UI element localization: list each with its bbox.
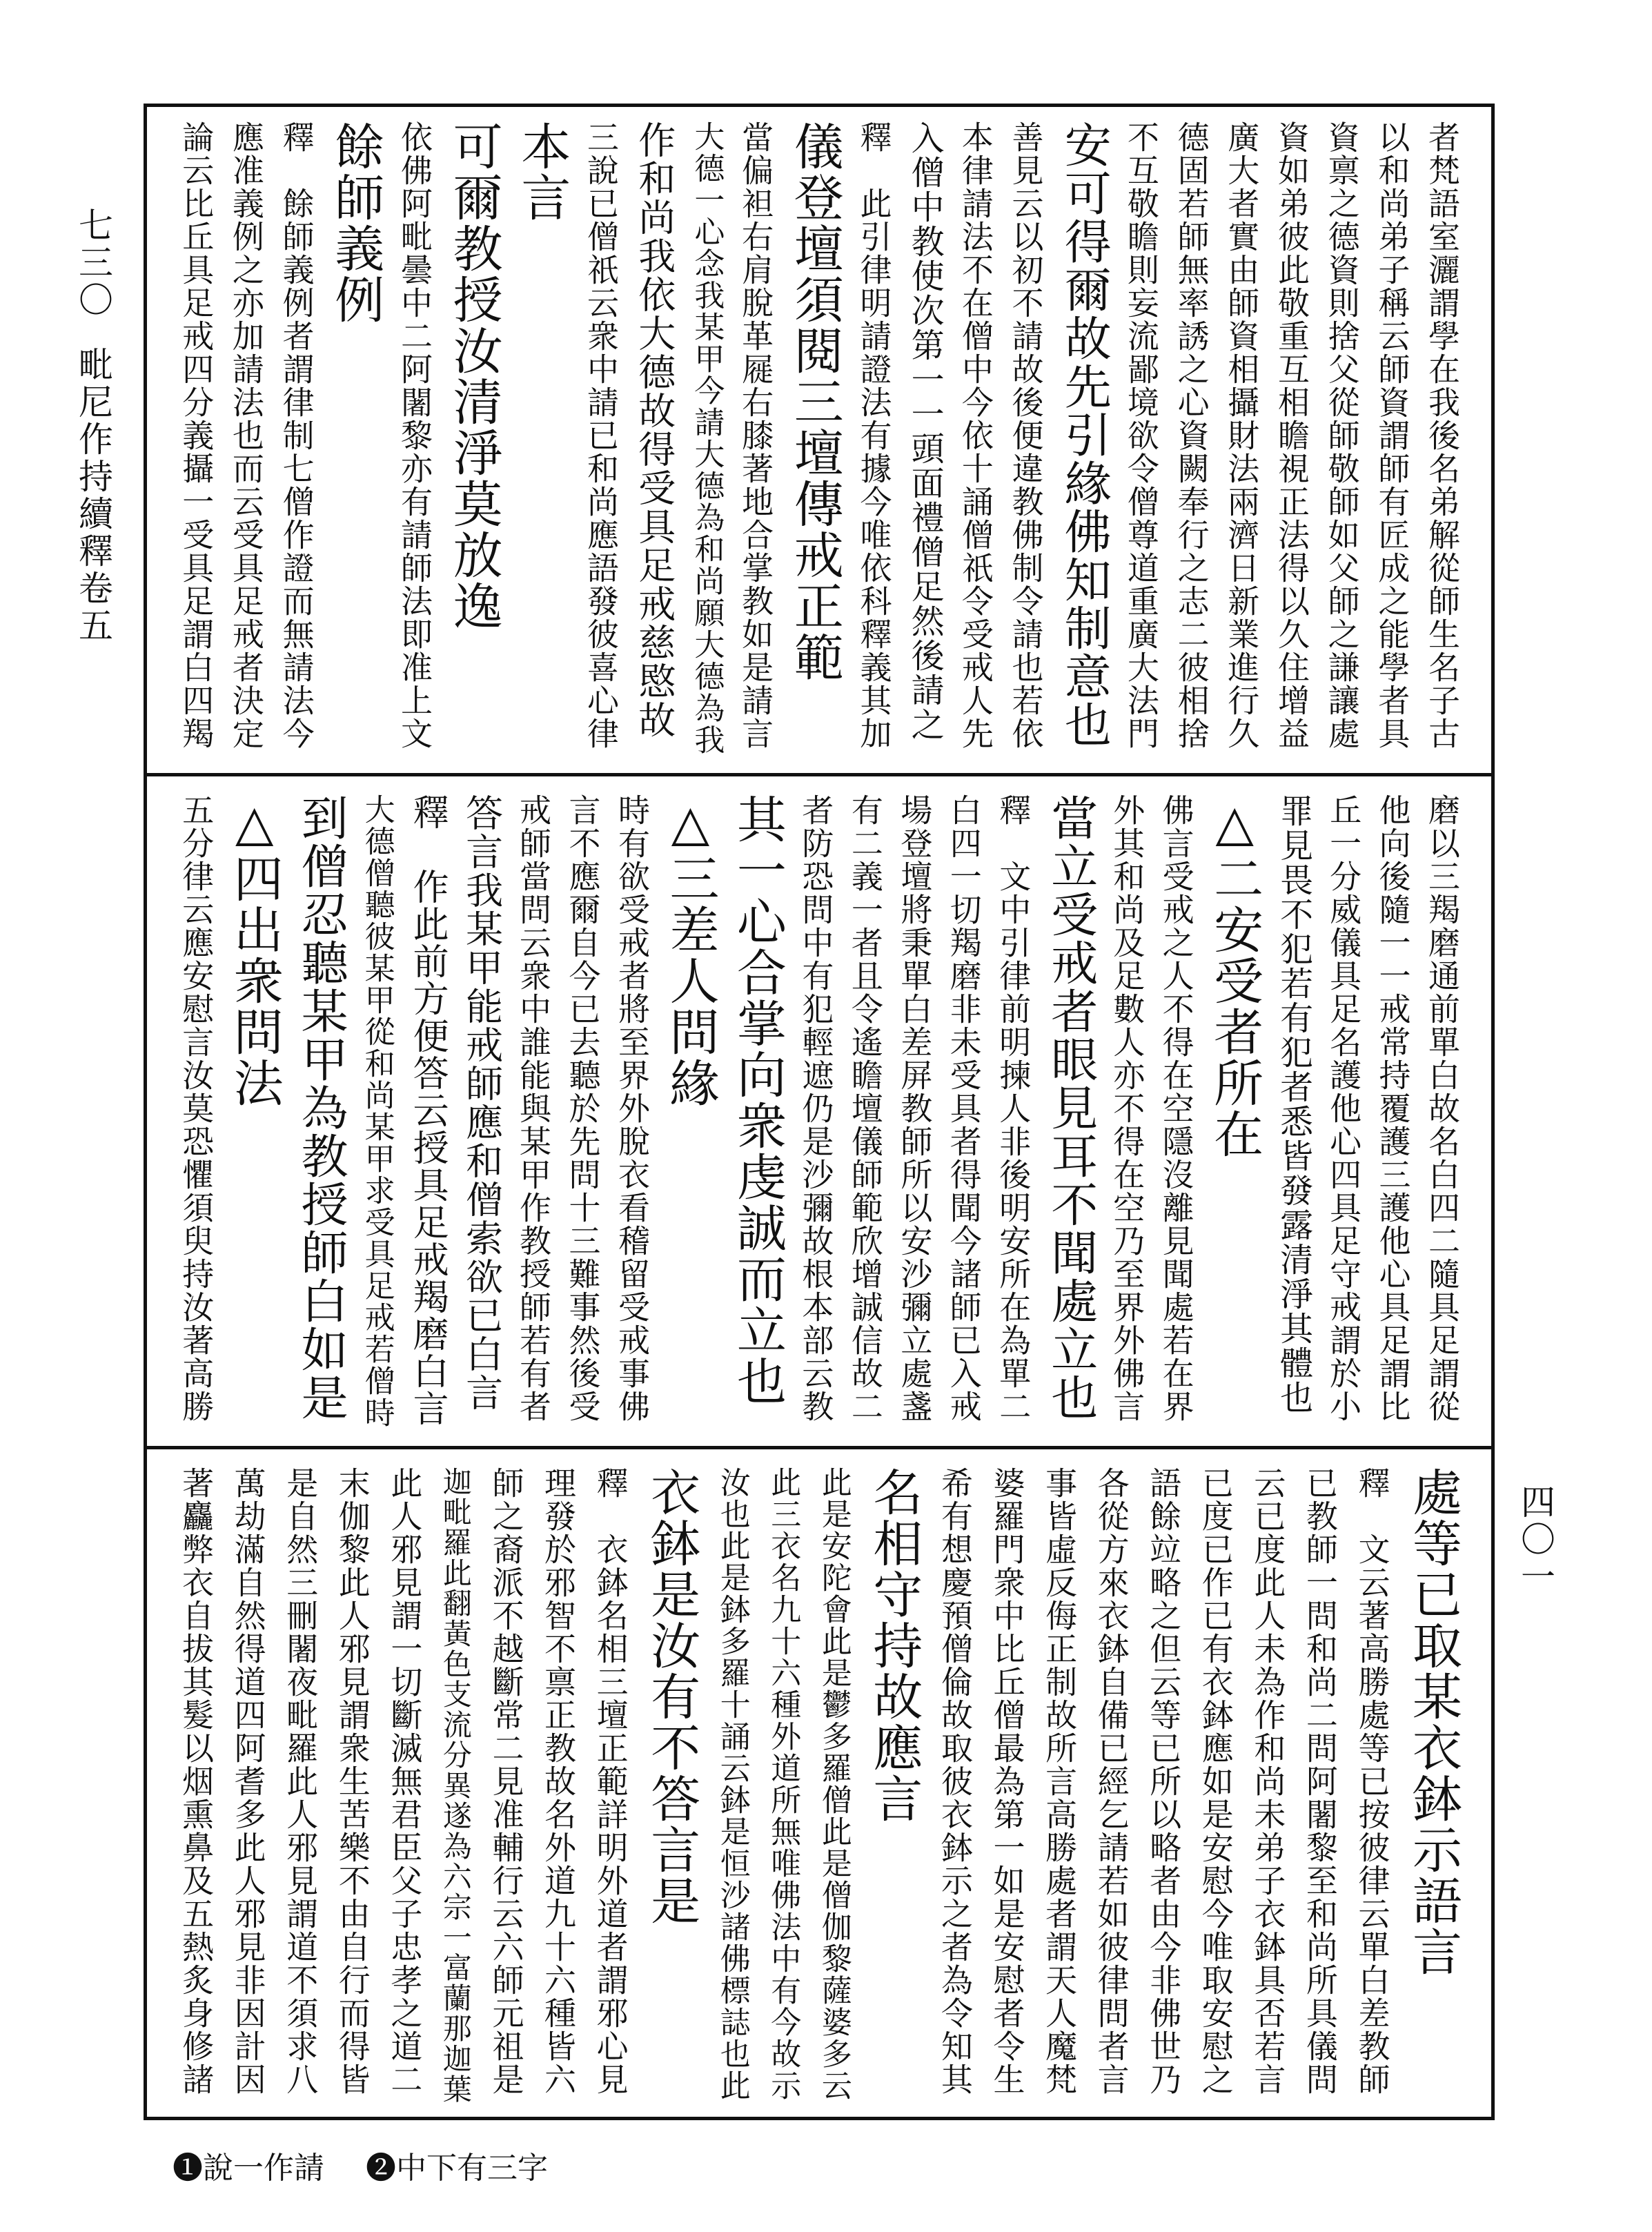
text-column: 戒師當問云衆中誰能與某甲作教授師若有者	[515, 794, 553, 1423]
text-column: 資禀之德資則捨父從師敬師如父師之謙讓處	[1323, 121, 1361, 750]
text-column: 云已度此人未為作和尚未弟子衣鉢具否若言	[1249, 1467, 1287, 2096]
text-column: 當偏袒右肩脫革屣右膝著地合掌教如是請言	[737, 121, 775, 750]
text-column: 答言我某甲能戒師應和僧索欲已白言	[460, 794, 504, 1412]
text-column: 德固若師無率誘之心資闕奉行之志二彼相捨	[1172, 121, 1210, 750]
page-label: 七三〇	[73, 207, 113, 319]
text-column: 末伽黎此人邪見謂衆生苦樂不由自行而得皆	[333, 1467, 371, 2096]
text-column: 廣大者實由師資相攝財法兩濟日新業進行久	[1223, 121, 1261, 750]
text-column: 者防恐問中有犯輕遮仍是沙彌故根本部云教	[797, 794, 835, 1423]
text-column: 者梵語室灑謂學在我後名弟解從師生名子古	[1424, 121, 1461, 750]
text-column: 言不應爾自今已去聽於先問十三難事然後受	[564, 794, 602, 1423]
text-column: 安可得爾故先引緣佛知制意也	[1056, 121, 1112, 749]
text-column: 汝也此是鉢多羅十誦云鉢是恒沙諸佛標誌也此	[714, 1467, 750, 2102]
text-column: 作和尚我依大德故得受具足戒慈愍故	[632, 121, 676, 739]
text-column: 希有想慶預僧倫故取彼衣鉢示之者為令知其	[936, 1467, 974, 2096]
text-column: 此三衣名九十六種外道所無唯佛法中有今故示	[765, 1467, 801, 2102]
text-column: 外其和尚及足數人亦不得在空乃至界外佛言	[1108, 794, 1146, 1423]
text-column: 大德僧聽彼某甲從和尚某甲求受具足戒若僧時	[359, 794, 395, 1429]
text-column: 釋 文云著高勝處等已按彼律云單白差教師	[1353, 1467, 1391, 2096]
text-column: 釋 此引律明請證法有據今唯依科釋義其加	[855, 121, 893, 750]
text-column: 已教師一問和尚二問阿闍黎至和尚所具儀問	[1301, 1467, 1339, 2096]
text-register-top	[147, 121, 1491, 759]
text-column: 罪見畏不犯若有犯者悉皆發露清淨其體也	[1274, 794, 1313, 1415]
text-column: 餘師義例	[326, 121, 385, 325]
text-column: 不互敬瞻則妄流鄙境欲令僧尊道重廣大法門	[1122, 121, 1160, 750]
register-divider-2	[144, 1446, 1495, 1449]
text-column: 其一心合掌向衆虔誠而立也	[728, 794, 787, 1407]
text-column: 名相守持故應言	[865, 1467, 923, 1824]
text-column: 衣鉢是汝有不答言是	[642, 1467, 701, 1926]
text-column: 到僧忍聽某甲為教授師白如是	[293, 794, 348, 1422]
text-column: 是自然三刪闍夜毗羅此人邪見謂道不須求八	[282, 1467, 319, 2096]
text-column: 磨以三羯磨通前單白故名白四二隨具足謂從	[1424, 794, 1461, 1423]
text-column: 白四一切羯磨非未受具者得聞今諸師已入戒	[945, 794, 983, 1423]
book-title: 毗尼作持續釋卷五	[73, 346, 113, 645]
text-column: 時有欲受戒者將至界外脫衣看稽留受戒事佛	[613, 794, 651, 1423]
text-column: 已度已作已有衣鉢應如是安慰今唯取安慰之	[1197, 1467, 1235, 2096]
text-column: 依佛阿毗曇中二阿闍黎亦有請師法即准上文	[395, 121, 433, 750]
text-column: 佛言受戒之人不得在空隱沒離見聞處若在界	[1157, 794, 1195, 1423]
text-column: 此是安陀會此是鬱多羅僧此是僧伽黎薩婆多云	[816, 1467, 852, 2102]
text-column: 資如弟彼此敬重互相瞻視正法得以久住增益	[1272, 121, 1310, 750]
text-column: 應准義例之亦加請法也而云受具足戒者決定	[227, 121, 265, 750]
text-register-bottom	[147, 1467, 1491, 2105]
footnote-1: ❶說一作請	[173, 2151, 324, 2186]
text-column: 釋 餘師義例者謂律制七僧作證而無請法今	[277, 121, 315, 750]
text-column: 釋 文中引律前明揀人非後明安所在為單二	[994, 794, 1032, 1423]
footnote-2: ❷中下有三字	[366, 2151, 548, 2186]
text-column: 此人邪見謂一切斷滅無君臣父子忠孝之道二	[386, 1467, 424, 2096]
text-column: 釋 作此前方便答云授具足戒羯磨白言	[406, 794, 449, 1427]
text-column: 以和尚弟子稱云師資謂師有匠成之能學者具	[1373, 121, 1411, 750]
text-column: 處等已取某衣鉢示語言	[1404, 1467, 1462, 1977]
text-column: △三差人問緣	[661, 794, 720, 1108]
text-column: 理發於邪智不禀正教故名外道九十六種皆六	[540, 1467, 577, 2096]
text-column: 大德一心念我某甲今請大德為和尚願大德為我	[689, 121, 725, 756]
text-column: 場登壇將秉單白差屏教師所以安沙彌立處盞	[896, 794, 934, 1423]
text-column: 有二義一者且令遙瞻壇儀師範欣增誠信故二	[846, 794, 884, 1423]
text-column: △二安受者所在	[1206, 794, 1264, 1159]
page-number: 四〇一	[1515, 1484, 1555, 1596]
text-column: 他向後隨一一戒常持覆護三護他心具足謂比	[1374, 794, 1412, 1423]
text-register-middle	[147, 794, 1491, 1432]
text-column: 入僧中教使次第一一頭面禮僧足然後請之	[905, 121, 945, 742]
text-column: 善見云以初不請故後便違教佛制令請也若依	[1007, 121, 1045, 750]
text-column: 萬劫滿自然得道四阿耆多此人邪見非因計因	[229, 1467, 267, 2096]
text-column: 婆羅門衆中比丘僧最為第一如是安慰者令生	[988, 1467, 1026, 2096]
text-column: 著麤弊衣自拔其髮以烟熏鼻及五熱炙身修諸	[177, 1467, 215, 2096]
text-column: 儀登壇須閱三壇傳戒正範	[785, 121, 844, 683]
margin-title	[73, 207, 113, 645]
text-column: 迦毗羅此翻黃色支流分異遂為六宗一富蘭那迦葉	[438, 1467, 473, 2104]
text-column: 語餘竝略之但云等已所以略者由今非佛世乃	[1145, 1467, 1183, 2096]
text-column: 各從方來衣鉢自備已經乞請若如彼律問者言	[1092, 1467, 1130, 2096]
text-column: 五分律云應安慰言汝莫恐懼須臾持汝著高勝	[177, 794, 215, 1423]
text-column: 三說已僧祇云衆中請已和尚應語發彼喜心律	[582, 121, 620, 750]
text-column: 本言	[513, 121, 571, 223]
register-divider-1	[144, 773, 1495, 776]
text-column: △四出衆問法	[225, 794, 284, 1108]
text-column: 本律請法不在僧中今依十誦僧祇令受戒人先	[956, 121, 994, 750]
text-column: 事皆虛反侮正制故所言高勝處者謂天人魔梵	[1041, 1467, 1079, 2096]
footnotes	[173, 2153, 548, 2184]
text-column: 釋 衣鉢名相三壇正範詳明外道者謂邪心見	[591, 1467, 629, 2096]
text-column: 可爾教授汝清淨莫放逸	[444, 121, 503, 632]
text-column: 丘一分威儀具足名護他心四具足守戒謂於小	[1325, 794, 1363, 1423]
text-column: 師之裔派不越斷常二見准輔行云六師元祖是	[487, 1467, 525, 2096]
text-column: 論云比丘具足戒四分義攝一受具足謂白四羯	[177, 121, 215, 750]
text-column: 當立受戒者眼見耳不聞處立也	[1043, 794, 1098, 1422]
